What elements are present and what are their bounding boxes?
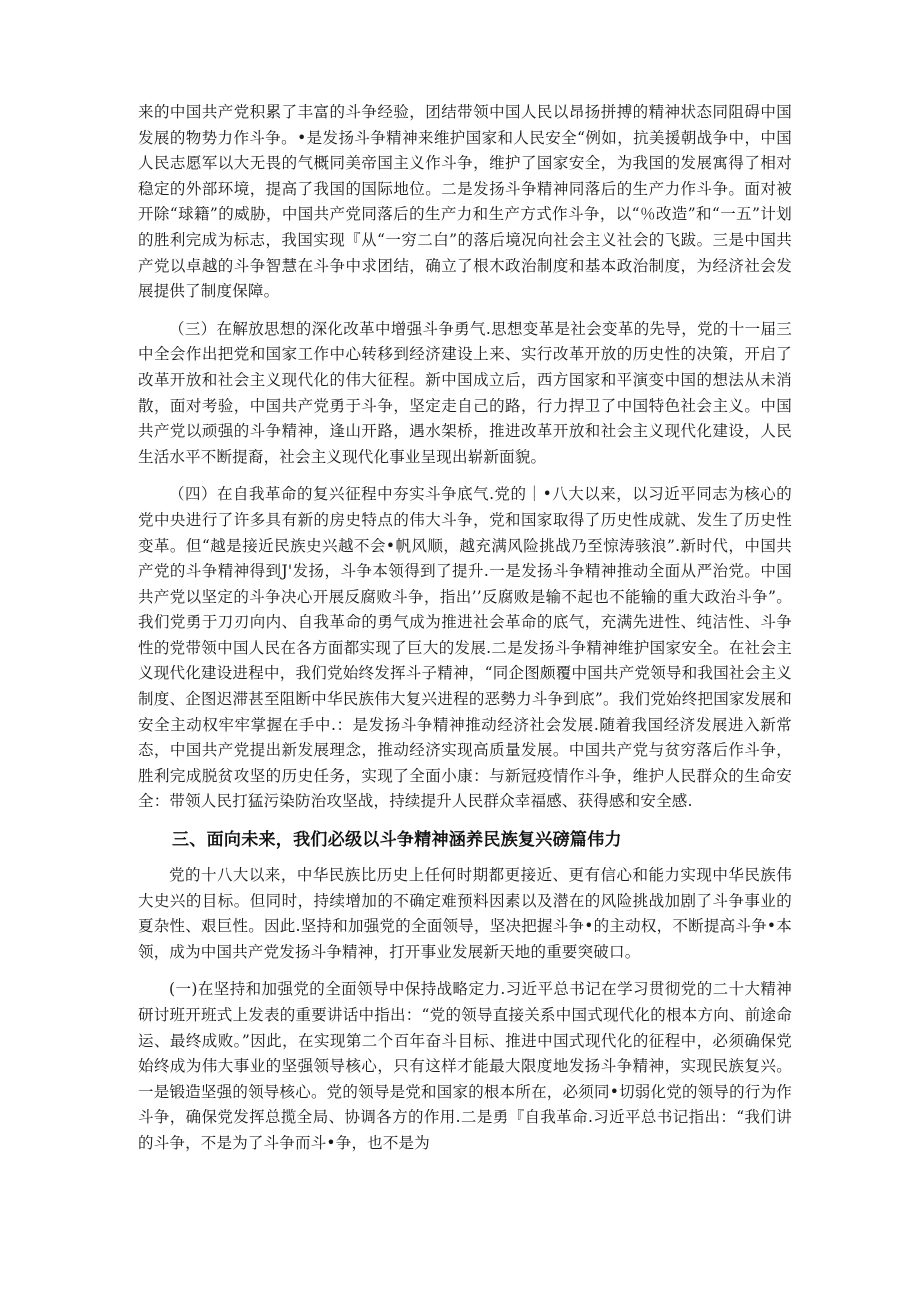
paragraph-section-three: （三）在解放思想的深化改革中增强斗争勇气.思想变革是社会变革的先导，党的十一届三中全会作出把党和国家工作中心转移到经济建设上来、实行改革开放的历史性的决策，开启了改革开放和社会主义现代化的伟大征程。新中国成立后，西方国家和平演变中国的想法从未消散，面对考验，中国共产党勇于斗争，坚定走自己的路，行力捍卫了中国特色社会主义。中国共产党以顽强的斗争精神，逢山开路，遇水架桥，推进改革开放和社会主义现代化建设，人民生活水平不断提裔，社会主义现代化事业呈现出崭新面貌。 [138,319,792,466]
paragraph-section-four: （四）在自我革命的复兴征程中夯实斗争底气.党的｜•八大以来，以习近平同志为核心的党中央进行了许多具有新的房史特点的伟大斗争，党和国家取得了历史性成就、发生了历史性变革。但“越是接近民族史兴越不会•帆风顺，越充满风险挑战乃至惊涛骇浪”.新时代，中国共产党的斗争精神得到J'发扬，斗争本领得到了提升.一是发扬斗争精神推动全面从严治党。中国共产党以坚定的斗争决心开展反腐败斗争，指出’’反腐败是输不起也不能输的重大政治斗争”。我们党勇于刀刃向内、自我革命的勇气成为推进社会革命的底气，充满先进性、纯洁性、斗争性的党带领中国人民在各方面都实现了巨大的发展.二是发扬斗争精神维护国家安全。在社会主义现代化建设进程中，我们党始终发挥斗子精神，“同企图颇覆中国共产党领导和我国社会主义制度、企图迟滞甚至阻断中华民族伟大复兴进程的恶勢力斗争到底”。我们党始终把国家发展和安全主动权牢牢掌握在手中.：是发扬斗争精神推动经济社会发展.随着我国经济发展进入新常态，中国共产党提出新发展理念，推动经济实现高质量发展。中国共产党与贫穷落后作斗争，胜利完成脱贫攻坚的历史任务，实现了全面小康：与新冠疫情作斗争，维护人民群众的生命安全：带领人民打猛污染防治攻坚战，持续提升人民群众幸福感、获得感和安全感. [138,485,792,811]
section-heading: 三、面向未来，我们必级以斗争精神涵养民族复兴磅篇伟力 [172,830,622,851]
paragraph-subsection-one: (一)在坚持和加强党的全面领导中保持战略定力.习近平总书记在学习贯彻党的二十大精神研讨班开班式上发表的重要讲话中指出：“党的领导直接关系中国式现代化的根本方向、前途命运、最终成败。”因此，在实现第二个百年奋斗目标、推进中国式现代化的征程中，必须确保党始终成为伟大事业的坚强领导核心，只有这样才能最大限度地发扬斗争精神，实现民族复兴。一是锻造坚强的领导核心。党的领导是党和国家的根本所在，必须同•切弱化党的领导的行为作斗争，确保党发挥总揽全局、协调各方的作用.二是勇『自我革命.习近平总书记指出：“我们讲的斗争，不是为了斗争而斗•争，也不是为 [138,980,792,1152]
document-page [138,100,792,1157]
paragraph-1-continued: 来的中国共产党积累了丰富的斗争经验，团结带领中国人民以昂扬拼搏的精神状态同阻碍中国发展的物势力作斗争。•是发扬斗争精神来维护国家和人民安全“例如，抗美援朝战争中，中国人民志愿军以大无畏的气概同美帝国主义作斗争，维护了国家安全，为我国的发展寓得了相对稳定的外部环境，提高了我国的国际地位。二是发扬斗争精神同落后的生产力作斗争。面对被开除“球籍”的威胁，中国共产党同落后的生产力和生产方式作斗争，以“％改造”和“一五”计划的胜利完成为标志，我国实现『从“一穷二白”的落后境况向社会主义社会的飞跋。三是中国共产党以卓越的斗争智慧在斗争中求团结，确立了根木政治制度和基本政治制度，为经济社会发展提供了制度保障。 [138,103,792,301]
paragraph-section-intro: 党的十八大以来，中华民族比历史上任何时期都更接近、更有信心和能力实现中华民族伟大史兴的目标。但同时，持续增加的不确定难预料因素以及潜在的风险挑战加剧了斗争事业的夏杂性、艰巨性。因此.坚持和加强党的全面领导，坚决把握斗争•的主动权，不断提高斗争•本领，成为中国共产党发扬斗争精神，打开事业发展新天地的重要突破口。 [138,866,792,961]
